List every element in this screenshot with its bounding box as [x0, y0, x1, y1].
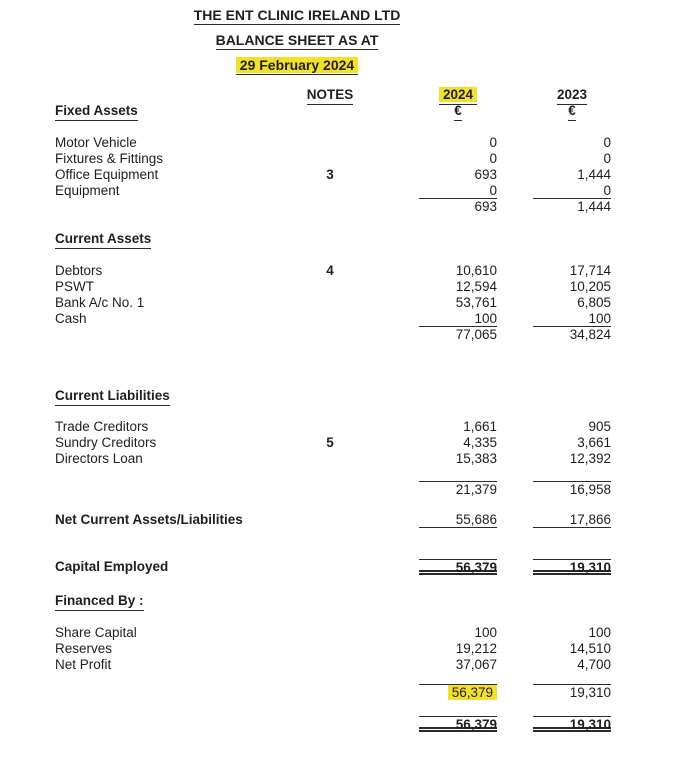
row-value-2024: 0	[489, 151, 497, 166]
row-label: Reserves	[55, 641, 113, 656]
statement-title	[0, 32, 594, 48]
row-value-2023: 905	[588, 419, 611, 434]
row-value-2023: 6,805	[577, 295, 611, 310]
grand-total-value-2024: 56,379	[419, 716, 497, 732]
row-label: Fixtures & Fittings	[55, 151, 164, 166]
row-value-2024: 55,686	[419, 512, 497, 528]
row-label: Office Equipment	[55, 167, 159, 182]
company-title	[0, 7, 594, 23]
total-value-2023: 34,824	[569, 327, 611, 342]
row-value-2024: 10,610	[455, 263, 497, 278]
row-note	[300, 451, 360, 467]
row-value-2023: 0	[603, 151, 611, 166]
row-value-2024: 56,379	[419, 559, 497, 575]
row-value-2024: 100	[419, 311, 497, 327]
financed-by-heading-row	[55, 593, 611, 609]
row-label: Sundry Creditors	[55, 435, 157, 450]
row-value-2023: 19,310	[533, 559, 611, 575]
row-label: Cash	[55, 311, 87, 326]
row-value-2024: 4,335	[463, 435, 497, 450]
total-value-2023: 16,958	[533, 481, 611, 497]
fixed-assets-heading-row	[55, 103, 611, 119]
row-value-2023: 12,392	[569, 451, 611, 466]
statement-date-text: 29 February 2024	[236, 57, 358, 73]
table-row	[55, 135, 611, 151]
balance-sheet-table	[55, 87, 611, 732]
row-label: Directors Loan	[55, 451, 143, 466]
grand-total-value-2023: 19,310	[533, 716, 611, 732]
row-label: Equipment	[55, 183, 120, 198]
row-value-2023: 0	[533, 183, 611, 199]
table-row	[55, 435, 611, 451]
fixed-assets-total-row	[55, 199, 611, 215]
row-value-2024: 0	[419, 183, 497, 199]
statement-date	[0, 57, 594, 73]
col-header-2024: 2024	[360, 87, 497, 105]
row-note	[300, 419, 360, 435]
row-label: PSWT	[55, 279, 94, 294]
row-label: Bank A/c No. 1	[55, 295, 145, 310]
company-title-text: THE ENT CLINIC IRELAND LTD	[193, 7, 401, 23]
row-value-2024: 19,212	[455, 641, 497, 656]
section-heading-current-assets: Current Assets	[55, 231, 300, 249]
table-row	[55, 183, 611, 199]
table-row	[55, 295, 611, 311]
row-value-2024: 1,661	[463, 419, 497, 434]
row-label: Debtors	[55, 263, 103, 278]
row-note	[300, 311, 360, 327]
row-value-2023: 100	[533, 311, 611, 327]
table-row	[55, 311, 611, 327]
row-value-2023: 0	[603, 135, 611, 150]
row-label: Net Profit	[55, 657, 112, 672]
current-assets-heading-row	[55, 231, 611, 247]
row-value-2024: 15,383	[455, 451, 497, 466]
row-note	[300, 295, 360, 311]
row-label: Motor Vehicle	[55, 135, 137, 150]
table-row	[55, 151, 611, 167]
row-note: 5	[326, 435, 334, 450]
table-row	[55, 641, 611, 657]
statement-title-text: BALANCE SHEET AS AT	[215, 32, 379, 48]
col-header-notes: NOTES	[300, 87, 360, 105]
row-value-2023: 3,661	[577, 435, 611, 450]
row-label: Net Current Assets/Liabilities	[55, 512, 243, 527]
table-row	[55, 263, 611, 279]
row-value-2024: 12,594	[455, 279, 497, 294]
row-note	[300, 151, 360, 167]
current-liabilities-heading-row	[55, 388, 611, 404]
row-value-2023: 10,205	[569, 279, 611, 294]
subtotal-value-2024: 56,379	[419, 684, 497, 700]
total-value-2024: 21,379	[419, 481, 497, 497]
col-header-2023: 2023	[497, 87, 611, 105]
row-value-2024: 100	[474, 625, 497, 640]
financed-by-subtotal-row	[55, 684, 611, 700]
total-value-2024: 77,065	[455, 327, 497, 342]
total-value-2024: 693	[474, 199, 497, 214]
row-note: 3	[326, 167, 334, 182]
net-current-assets-row	[55, 512, 611, 528]
section-heading-financed-by: Financed By :	[55, 593, 300, 611]
row-value-2023: 1,444	[577, 167, 611, 182]
table-row	[55, 625, 611, 641]
table-row	[55, 167, 611, 183]
table-row	[55, 419, 611, 435]
row-label: Trade Creditors	[55, 419, 149, 434]
row-value-2023: 100	[588, 625, 611, 640]
total-value-2023: 1,444	[577, 199, 611, 214]
current-liabilities-total-row	[55, 481, 611, 497]
table-row	[55, 451, 611, 467]
row-note	[300, 135, 360, 151]
row-value-2023: 4,700	[577, 657, 611, 672]
row-note	[300, 641, 360, 657]
row-value-2023: 17,866	[533, 512, 611, 528]
row-value-2023: 14,510	[569, 641, 611, 656]
row-note: 4	[326, 263, 334, 278]
row-note	[300, 279, 360, 295]
table-row	[55, 279, 611, 295]
row-value-2024: 0	[489, 135, 497, 150]
row-value-2024: 37,067	[455, 657, 497, 672]
column-header-row	[55, 87, 611, 103]
document-header	[0, 0, 594, 73]
row-note	[300, 183, 360, 199]
row-value-2023: 17,714	[569, 263, 611, 278]
section-heading-fixed-assets: Fixed Assets	[55, 103, 300, 121]
row-label: Share Capital	[55, 625, 137, 640]
row-value-2024: 693	[474, 167, 497, 182]
current-assets-total-row	[55, 327, 611, 343]
capital-employed-row	[55, 559, 611, 575]
table-row	[55, 657, 611, 673]
row-note	[300, 657, 360, 673]
section-heading-current-liabilities: Current Liabilities	[55, 388, 300, 406]
row-value-2024: 53,761	[455, 295, 497, 310]
subtotal-value-2023: 19,310	[533, 684, 611, 700]
euro-symbol-2023: €	[497, 103, 611, 121]
euro-symbol-2024: €	[360, 103, 497, 121]
row-label: Capital Employed	[55, 559, 169, 574]
financed-by-total-row	[55, 716, 611, 732]
row-note	[300, 625, 360, 641]
